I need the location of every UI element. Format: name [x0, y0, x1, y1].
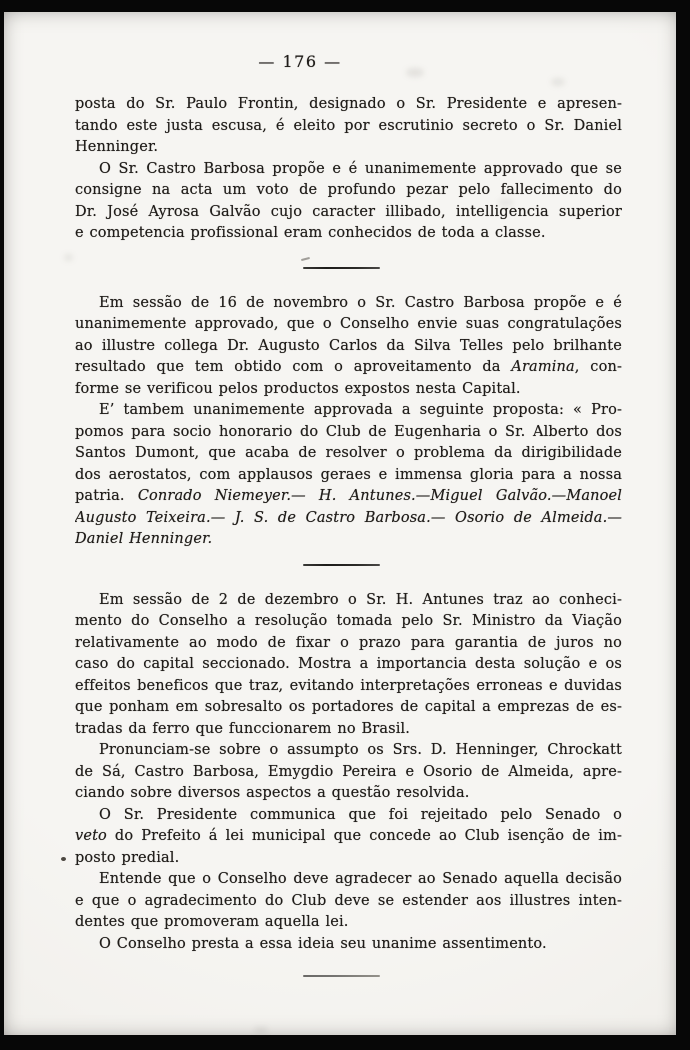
- text-segment: tradas da ferro que funccionarem no Brasil.: [75, 720, 411, 737]
- scan-smudge: [551, 78, 565, 86]
- text-segment: Dr. José Ayrosa Galvão cujo caracter illibado, intelligencia superior: [75, 203, 622, 220]
- italic-text-segment: veto: [75, 828, 107, 844]
- text-segment: posto predial.: [75, 849, 180, 866]
- text-segment: O Conselho presta a essa ideia seu unanime assentimento.: [99, 935, 547, 952]
- paragraph: [75, 94, 622, 245]
- section-divider-rule: [75, 975, 622, 977]
- text-segment: do Prefeito á lei municipal que concede ao Club isenção de im-: [106, 828, 622, 844]
- text-line: [75, 116, 622, 138]
- section-divider-rule: [75, 267, 622, 269]
- text-segment: e que o agradecimento do Club deve se estender aos illustres inten-: [75, 892, 622, 909]
- ink-dot-artifact: [61, 857, 66, 861]
- text-line: [75, 676, 622, 698]
- text-line: [75, 357, 622, 379]
- text-segment: unanimemente approvado, que o Conselho envie suas congratulações: [75, 316, 622, 332]
- scan-smudge: [254, 1027, 268, 1033]
- text-line: [75, 719, 622, 741]
- text-line: [75, 633, 622, 655]
- text-segment: dentes que promoveram aquella lei.: [75, 914, 349, 930]
- text-segment: Em sessão de 2 de dezembro o Sr. H. Antunes traz ao conheci-: [99, 591, 622, 608]
- text-segment: Santos Dumont, que acaba de resolver o problema da dirigibilidade: [75, 445, 622, 461]
- text-line: [75, 180, 622, 202]
- text-line: [75, 826, 622, 848]
- text-line: [75, 400, 622, 422]
- text-line: [75, 934, 622, 956]
- italic-text-segment: Conrado Niemeyer.— H. Antunes.—Miguel Galvão.—Manoel: [137, 488, 622, 504]
- text-line: [75, 654, 622, 676]
- italic-text-segment: Aramina: [511, 359, 575, 375]
- text-segment: que ponham em sobresalto os portadores de capital a emprezas de es-: [75, 699, 622, 715]
- text-segment: de Sá, Castro Barbosa, Emygdio Pereira e Osorio de Almeida, apre-: [75, 763, 622, 780]
- text-segment: O Sr. Castro Barbosa propõe e é unanimemente approvado que se: [99, 160, 622, 177]
- text-line: [75, 848, 622, 870]
- text-segment: Entende que o Conselho deve agradecer ao Senado aquella decisão: [99, 871, 622, 887]
- text-segment: patria.: [75, 488, 138, 504]
- text-line: [75, 293, 622, 315]
- text-line: [75, 314, 622, 336]
- text-segment: Em sessão de 16 de novembro o Sr. Castro Barbosa propõe e é: [99, 294, 622, 311]
- text-line: [75, 611, 622, 633]
- text-segment: consigne na acta um voto de profundo pezar pelo fallecimento do: [75, 182, 622, 198]
- italic-text-segment: Daniel Henninger.: [75, 531, 213, 547]
- section-divider-rule: [75, 564, 622, 566]
- divider-line: [303, 975, 380, 977]
- book-page: [4, 12, 676, 1035]
- text-segment: pomos para socio honorario do Club de Eugenharia o Sr. Alberto dos: [75, 423, 622, 440]
- text-line: [75, 891, 622, 913]
- text-line: [75, 486, 622, 508]
- text-segment: Henninger.: [75, 139, 159, 155]
- text-segment: relativamente ao modo de fixar o prazo para garantia de juros no: [75, 634, 622, 651]
- text-line: [75, 137, 622, 159]
- text-line: [75, 422, 622, 444]
- divider-line: [303, 267, 380, 269]
- text-line: [75, 443, 622, 465]
- divider-line: [303, 564, 380, 566]
- page-text-column: [75, 94, 622, 977]
- text-line: [75, 223, 622, 245]
- text-line: [75, 869, 622, 891]
- text-line: [75, 336, 622, 358]
- text-line: [75, 508, 622, 530]
- text-segment: e competencia profissional eram conhecidos de toda a classe.: [75, 225, 546, 241]
- text-line: [75, 465, 622, 487]
- text-segment: ciando sobre diversos aspectos a questão resolvida.: [75, 785, 470, 801]
- text-segment: effeitos beneficos que traz, evitando interpretações erroneas e duvidas: [75, 677, 622, 694]
- text-line: [75, 697, 622, 719]
- text-line: [75, 379, 622, 401]
- text-line: [75, 762, 622, 784]
- text-segment: E’ tambem unanimemente approvada a seguinte proposta: « Pro-: [99, 402, 622, 418]
- paragraph: [75, 590, 622, 956]
- scan-smudge: [406, 68, 424, 77]
- text-segment: Pronunciam-se sobre o assumpto os Srs. D. Henninger, Chrockatt: [99, 742, 622, 758]
- scan-smudge: [64, 254, 73, 261]
- text-line: [75, 159, 622, 181]
- paragraph: [75, 293, 622, 551]
- text-line: [75, 529, 622, 551]
- text-segment: O Sr. Presidente communica que foi rejeitado pelo Senado o: [99, 806, 622, 823]
- text-segment: caso do capital seccionado. Mostra a importancia desta solução e os: [75, 656, 622, 672]
- text-line: [75, 202, 622, 224]
- text-segment: mento do Conselho a resolução tomada pelo Sr. Ministro da Viação: [75, 613, 622, 629]
- text-segment: tando este justa escusa, é eleito por escrutinio secreto o Sr. Daniel: [75, 117, 622, 134]
- text-segment: posta do Sr. Paulo Frontin, designado o Sr. Presidente e apresen-: [75, 96, 622, 112]
- text-line: [75, 740, 622, 762]
- italic-text-segment: Augusto Teixeira.— J. S. de Castro Barbosa.— Osorio de Almeida.—: [75, 509, 622, 526]
- text-line: [75, 94, 622, 116]
- text-segment: , con-: [574, 359, 622, 375]
- text-segment: forme se verificou pelos productos expostos nesta Capital.: [75, 380, 521, 397]
- text-line: [75, 783, 622, 805]
- text-segment: resultado que tem obtido com o aproveitamento da: [75, 359, 512, 375]
- text-line: [75, 805, 622, 827]
- text-segment: ao illustre collega Dr. Augusto Carlos da Silva Telles pelo brilhante: [75, 337, 622, 354]
- text-line: [75, 590, 622, 612]
- page-number: — 176 —: [258, 52, 342, 71]
- text-segment: dos aerostatos, com applausos geraes e immensa gloria para a nossa: [75, 466, 622, 483]
- text-line: [75, 912, 622, 934]
